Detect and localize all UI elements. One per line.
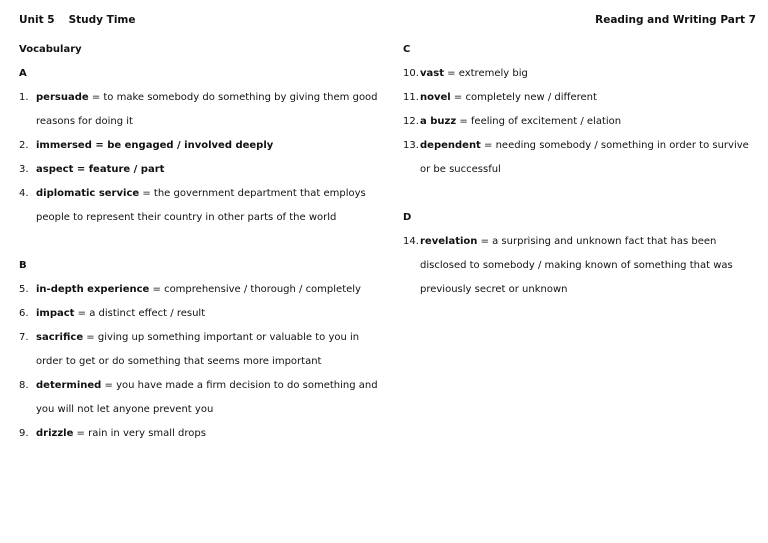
vocab-item [19,326,379,374]
section-b-label: B [19,260,27,271]
vocab-item [403,230,753,302]
part-header: Reading and Writing Part 7 [595,14,756,26]
vocab-term: impact [36,308,75,319]
vocab-definition: = extremely big [444,68,528,79]
item-number: 14. [403,236,419,247]
vocab-definition: = the government department that employs people to represent their country in other parts of the world [36,188,366,223]
item-number: 12. [403,116,419,127]
vocab-term: drizzle [36,428,74,439]
vocab-item [19,158,379,182]
vocab-definition: = be engaged / involved deeply [91,140,274,151]
item-number: 9. [19,428,29,439]
unit-header [19,14,136,26]
vocab-term: immersed [36,140,92,151]
vocab-item [19,134,379,158]
item-number: 5. [19,284,29,295]
item-number: 13. [403,140,419,151]
vocab-term: persuade [36,92,89,103]
vocab-term: sacrifice [36,332,84,343]
left-column [19,38,379,446]
vocab-item [403,62,753,86]
vocab-definition: = to make somebody do something by giving them good reasons for doing it [36,92,378,127]
unit-label: Unit 5 [19,14,55,26]
vocab-item [19,374,379,422]
item-number: 2. [19,140,29,151]
vocab-term: diplomatic service [36,188,140,199]
section-d-label: D [403,212,412,223]
vocab-definition: = a distinct effect / result [74,308,206,319]
vocab-definition: = comprehensive / thorough / completely [149,284,361,295]
item-number: 8. [19,380,29,391]
vocab-definition: = completely new / different [450,92,597,103]
item-number: 6. [19,308,29,319]
item-number: 7. [19,332,29,343]
vocab-term: a buzz [420,116,457,127]
item-number: 4. [19,188,29,199]
vocab-definition: = needing somebody / something in order to survive or be successful [420,140,749,175]
vocab-item [19,278,379,302]
vocab-item [19,422,379,446]
vocab-term: in-depth experience [36,284,150,295]
vocab-item [403,110,753,134]
item-number: 3. [19,164,29,175]
vocab-definition: = rain in very small drops [73,428,206,439]
item-number: 1. [19,92,29,103]
vocab-definition: = feeling of excitement / elation [456,116,622,127]
vocab-term: dependent [420,140,481,151]
right-column [403,38,753,302]
vocab-term: novel [420,92,451,103]
vocab-item [403,86,753,110]
vocab-item [403,134,753,182]
vocab-term: revelation [420,236,478,247]
vocab-term: determined [36,380,102,391]
vocab-definition: = feature / part [73,164,165,175]
item-number: 11. [403,92,419,103]
vocab-item [19,302,379,326]
vocab-definition: = you have made a firm decision to do something and you will not let anyone prevent you [36,380,378,415]
vocab-term: aspect [36,164,74,175]
section-a-label: A [19,68,27,79]
vocab-item [19,86,379,134]
vocab-term: vast [420,68,444,79]
vocabulary-title: Vocabulary [19,44,82,55]
section-c-label: C [403,44,411,55]
item-number: 10. [403,68,419,79]
vocab-definition: = a surprising and unknown fact that has been disclosed to somebody / making known of something that was previously secret or unknown [420,236,733,295]
vocab-item [19,182,379,230]
vocab-definition: = giving up something important or valuable to you in order to get or do something that seems more important [36,332,360,367]
unit-title: Study Time [68,14,136,26]
